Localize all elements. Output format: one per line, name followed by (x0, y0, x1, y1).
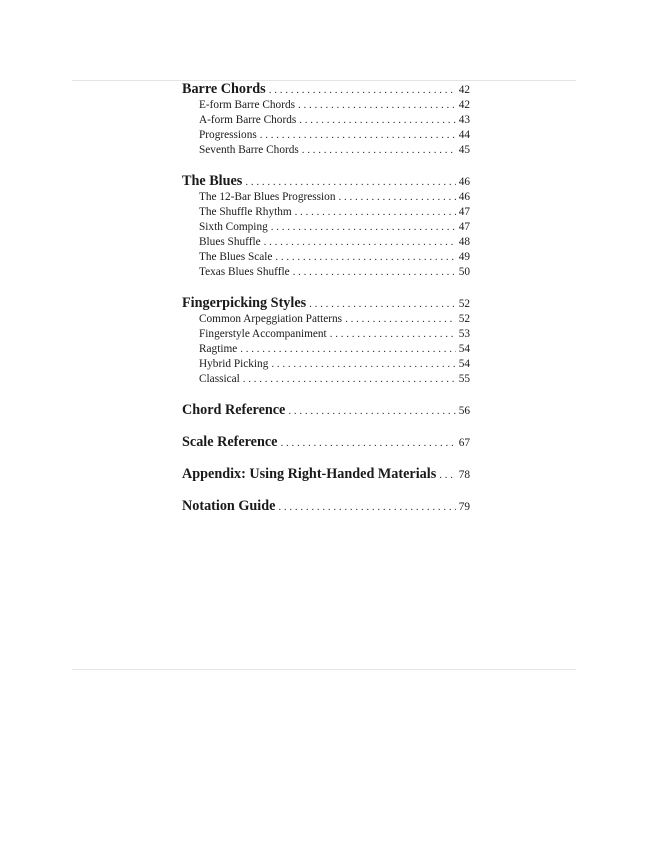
toc-subentry-page: 52 (458, 313, 470, 325)
toc-subentry-page: 42 (458, 99, 470, 111)
toc-subentry-title: Progressions (199, 129, 257, 141)
toc-subentry-title: The Blues Scale (199, 251, 273, 263)
toc-subentry[interactable] (182, 190, 470, 205)
dot-leader (275, 250, 455, 265)
dot-leader (330, 327, 456, 342)
toc-entry-page: 56 (458, 405, 470, 417)
toc-subentry[interactable] (182, 250, 470, 265)
toc-subentry-title: The Shuffle Rhythm (199, 206, 292, 218)
toc-section-fingerpicking-styles (182, 295, 470, 387)
toc-subentry-title: Blues Shuffle (199, 236, 261, 248)
toc-entry-page: 79 (458, 501, 470, 513)
toc-entry-title: Chord Reference (182, 402, 286, 418)
toc-subentry-title: Common Arpeggiation Patterns (199, 313, 343, 325)
toc-entry-title: Fingerpicking Styles (182, 295, 307, 311)
dot-leader (271, 357, 455, 372)
table-of-contents (182, 80, 470, 530)
toc-subentry-page: 47 (458, 221, 470, 233)
toc-subentry-title: E-form Barre Chords (199, 99, 295, 111)
toc-entry-page: 67 (458, 437, 470, 449)
toc-subentry[interactable] (182, 265, 470, 280)
toc-subentry[interactable] (182, 327, 470, 342)
toc-entry[interactable] (182, 295, 470, 312)
dot-leader (439, 467, 455, 484)
dot-leader (271, 220, 456, 235)
toc-section-notation-guide (182, 498, 470, 515)
toc-entry-title: Scale Reference (182, 434, 278, 450)
toc-entry[interactable] (182, 173, 470, 190)
dot-leader (302, 143, 456, 158)
toc-subentry-page: 46 (458, 191, 470, 203)
toc-section-the-blues (182, 173, 470, 280)
toc-subentry-title: Texas Blues Shuffle (199, 266, 290, 278)
toc-subentry-page: 55 (458, 373, 470, 385)
toc-section-barre-chords (182, 81, 470, 158)
toc-subentry-title: Fingerstyle Accompaniment (199, 328, 327, 340)
toc-section-appendix (182, 466, 470, 483)
dot-leader (243, 372, 456, 387)
toc-entry[interactable] (182, 402, 470, 419)
toc-entry-page: 46 (458, 176, 470, 188)
toc-subentry-title: Ragtime (199, 343, 238, 355)
toc-subentry[interactable] (182, 113, 470, 128)
dot-leader (264, 235, 456, 250)
toc-section-chord-reference (182, 402, 470, 419)
toc-subentry[interactable] (182, 372, 470, 387)
toc-subentry-page: 43 (458, 114, 470, 126)
toc-subentry-page: 45 (458, 144, 470, 156)
toc-subentry-title: Sixth Comping (199, 221, 268, 233)
toc-entry[interactable] (182, 466, 470, 483)
dot-leader (295, 205, 456, 220)
toc-section-scale-reference (182, 434, 470, 451)
toc-subentry-page: 48 (458, 236, 470, 248)
toc-subentry-page: 47 (458, 206, 470, 218)
toc-subentry[interactable] (182, 98, 470, 113)
dot-leader (293, 265, 456, 280)
toc-subentry[interactable] (182, 205, 470, 220)
toc-subentry-page: 50 (458, 266, 470, 278)
toc-subentry-page: 49 (458, 251, 470, 263)
toc-subentry[interactable] (182, 235, 470, 250)
toc-subentry[interactable] (182, 128, 470, 143)
dot-leader (309, 296, 456, 313)
toc-subentry[interactable] (182, 312, 470, 327)
toc-subentry-title: A-form Barre Chords (199, 114, 297, 126)
toc-subentry-title: The 12-Bar Blues Progression (199, 191, 336, 203)
toc-entry-page: 52 (458, 298, 470, 310)
toc-subentry[interactable] (182, 357, 470, 372)
toc-entry-title: Appendix: Using Right-Handed Materials (182, 466, 437, 482)
toc-subentry-page: 54 (458, 358, 470, 370)
toc-entry-title: Notation Guide (182, 498, 276, 514)
toc-entry-page: 42 (458, 84, 470, 96)
toc-entry[interactable] (182, 81, 470, 98)
dot-leader (280, 435, 455, 452)
toc-entry-title: The Blues (182, 173, 243, 189)
dot-leader (288, 403, 455, 420)
toc-subentry-title: Classical (199, 373, 240, 385)
toc-subentry[interactable] (182, 143, 470, 158)
toc-subentry[interactable] (182, 342, 470, 357)
toc-entry-page: 78 (458, 469, 470, 481)
dot-leader (338, 190, 455, 205)
bottom-divider (72, 669, 576, 670)
dot-leader (345, 312, 456, 327)
dot-leader (298, 98, 456, 113)
toc-entry[interactable] (182, 498, 470, 515)
dot-leader (240, 342, 455, 357)
toc-subentry-title: Hybrid Picking (199, 358, 269, 370)
dot-leader (269, 82, 456, 99)
toc-subentry-page: 44 (458, 129, 470, 141)
toc-subentry-page: 54 (458, 343, 470, 355)
toc-entry[interactable] (182, 434, 470, 451)
dot-leader (260, 128, 456, 143)
dot-leader (245, 174, 455, 191)
toc-subentry[interactable] (182, 220, 470, 235)
dot-leader (278, 499, 455, 516)
toc-entry-title: Barre Chords (182, 81, 266, 97)
dot-leader (299, 113, 455, 128)
toc-subentry-title: Seventh Barre Chords (199, 144, 299, 156)
toc-subentry-page: 53 (458, 328, 470, 340)
